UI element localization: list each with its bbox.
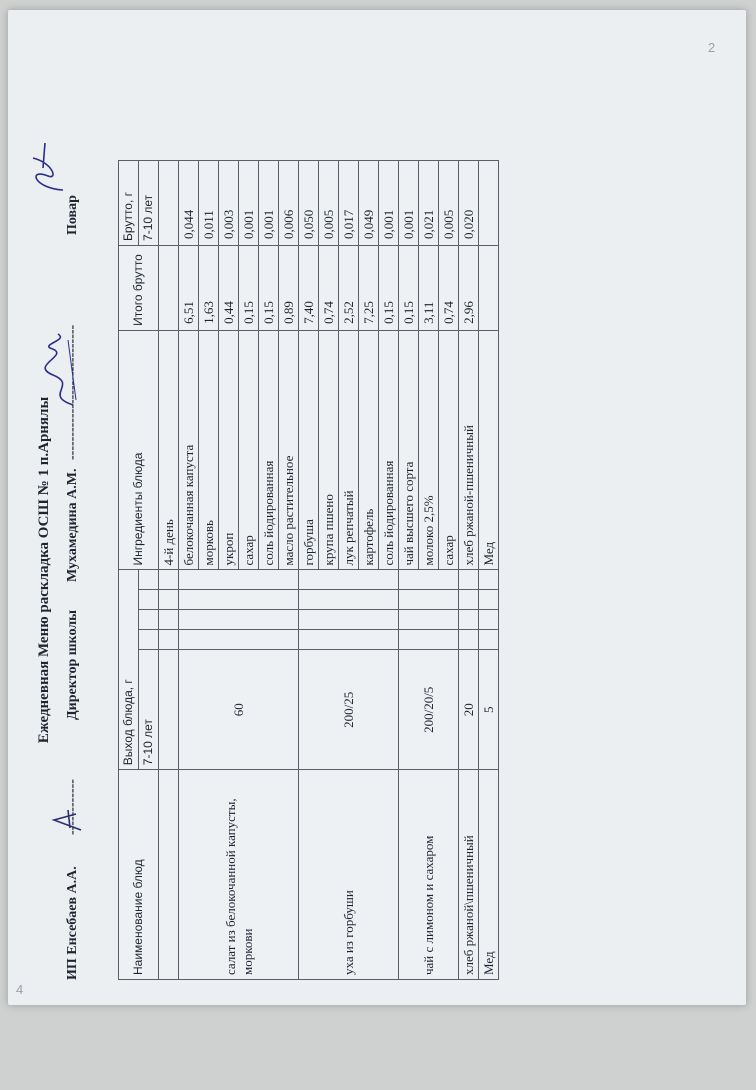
- gross-cell: 0,001: [399, 161, 419, 246]
- total-cell: 7,40: [299, 245, 319, 330]
- cook-label: Повар: [65, 195, 80, 235]
- ingredient-cell: сахар: [239, 330, 259, 570]
- gross-cell: [479, 161, 499, 246]
- header-gross: Брутто, г: [119, 161, 139, 246]
- empty-cell: [459, 610, 479, 630]
- ingredient-cell: морковь: [199, 330, 219, 570]
- total-cell: 1,63: [199, 245, 219, 330]
- empty-cell: [399, 570, 459, 590]
- dish-output: 60: [179, 650, 299, 770]
- total-cell: 6,51: [179, 245, 199, 330]
- gross-cell: 0,006: [279, 161, 299, 246]
- director-signature-mark: [38, 330, 83, 410]
- dish-body: [179, 161, 499, 980]
- empty-cell: [479, 590, 499, 610]
- dish-name: хлеб ржаной\пшеничный: [459, 770, 479, 980]
- ingredient-cell: Мед: [479, 330, 499, 570]
- empty-cell: [299, 590, 399, 610]
- dish-name: Мед: [479, 770, 499, 980]
- table-row: [479, 161, 499, 980]
- total-cell: 3,11: [419, 245, 439, 330]
- total-cell: 0,15: [399, 245, 419, 330]
- total-cell: 0,44: [219, 245, 239, 330]
- gross-cell: 0,044: [179, 161, 199, 246]
- ingredient-cell: соль йодированная: [259, 330, 279, 570]
- empty-cell: [179, 630, 299, 650]
- ip-label: ИП Енсебаев А.А.: [65, 866, 80, 980]
- table-header-row: [119, 161, 139, 980]
- gross-cell: 0,021: [419, 161, 439, 246]
- dish-output: 20: [459, 650, 479, 770]
- gross-cell: 0,050: [299, 161, 319, 246]
- director-label: Директор школы: [65, 609, 80, 720]
- empty-cell: [399, 630, 459, 650]
- document-sheet: [8, 10, 746, 1005]
- total-cell: [479, 245, 499, 330]
- total-cell: 0,15: [379, 245, 399, 330]
- table-row: [179, 161, 199, 980]
- director-name: Мухамедина А.М.: [65, 468, 80, 582]
- empty-cell: [479, 610, 499, 630]
- empty-cell: [459, 630, 479, 650]
- total-cell: 2,96: [459, 245, 479, 330]
- total-cell: 0,89: [279, 245, 299, 330]
- gross-cell: 0,005: [439, 161, 459, 246]
- table-row: [299, 161, 319, 980]
- empty-cell: [299, 610, 399, 630]
- empty-cell: [459, 570, 479, 590]
- empty-cell: [299, 570, 399, 590]
- day-row: [159, 161, 179, 980]
- gross-cell: 0,005: [319, 161, 339, 246]
- empty-cell: [459, 590, 479, 610]
- ingredient-cell: картофель: [359, 330, 379, 570]
- empty-cell: [299, 630, 399, 650]
- ingredient-cell: хлеб ржаной-пшеничный: [459, 330, 479, 570]
- ingredient-cell: масло растительное: [279, 330, 299, 570]
- document-title: Ежедневная Меню раскладка ОСШ № 1 п.Арнялы: [36, 396, 52, 744]
- ingredient-cell: лук репчатый: [339, 330, 359, 570]
- header-total: Итого брутто: [119, 245, 159, 330]
- table-row: [459, 161, 479, 980]
- ingredient-cell: чай высшего сорта: [399, 330, 419, 570]
- cook-signature-mark: [23, 138, 73, 198]
- empty-cell: [399, 590, 459, 610]
- total-cell: 0,74: [319, 245, 339, 330]
- director-signature-line: -----------------------------: [65, 324, 80, 460]
- dish-name: салат из белокочанной капусты, моркови: [179, 770, 299, 980]
- ingredient-cell: укроп: [219, 330, 239, 570]
- dish-name: чай с лимоном и сахаром: [399, 770, 459, 980]
- ingredient-cell: молоко 2,5%: [419, 330, 439, 570]
- empty-cell: [179, 590, 299, 610]
- corner-mark: 2: [708, 40, 716, 55]
- ip-signature-mark: [46, 800, 86, 840]
- dish-output: 200/20/5: [399, 650, 459, 770]
- header-output-age: 7-10 лет: [139, 650, 159, 770]
- ingredient-cell: белокочанная капуста: [179, 330, 199, 570]
- empty-cell: [479, 630, 499, 650]
- ip-signature-line: ------------: [65, 779, 80, 835]
- gross-cell: 0,003: [219, 161, 239, 246]
- header-gross-age: 7-10 лет: [139, 161, 159, 246]
- ingredient-cell: горбуша: [299, 330, 319, 570]
- rotated-page-content: [0, 191, 496, 1090]
- page-number-mark: 4: [16, 982, 24, 997]
- ingredient-cell: соль йодированная: [379, 330, 399, 570]
- header-dish: Наименование блюд: [119, 770, 159, 980]
- total-cell: 0,74: [439, 245, 459, 330]
- gross-cell: 0,049: [359, 161, 379, 246]
- ingredient-cell: сахар: [439, 330, 459, 570]
- ingredient-cell: крупа пшено: [319, 330, 339, 570]
- empty-cell: [179, 610, 299, 630]
- total-cell: 0,15: [259, 245, 279, 330]
- dish-output: 200/25: [299, 650, 399, 770]
- dish-name: уха из горбуши: [299, 770, 399, 980]
- gross-cell: 0,020: [459, 161, 479, 246]
- dish-output: 5: [479, 650, 499, 770]
- total-cell: 7,25: [359, 245, 379, 330]
- gross-cell: 0,017: [339, 161, 359, 246]
- empty-cell: [399, 610, 459, 630]
- empty-cell: [479, 570, 499, 590]
- header-output: Выход блюда, г: [119, 570, 139, 770]
- menu-table: [118, 160, 499, 980]
- gross-cell: 0,011: [199, 161, 219, 246]
- gross-cell: 0,001: [379, 161, 399, 246]
- table-row: [399, 161, 419, 980]
- total-cell: 2,52: [339, 245, 359, 330]
- gross-cell: 0,001: [259, 161, 279, 246]
- day-label: 4-й день: [159, 330, 179, 570]
- gross-cell: 0,001: [239, 161, 259, 246]
- header-ingredients: Ингредиенты блюда: [119, 330, 159, 570]
- total-cell: 0,15: [239, 245, 259, 330]
- empty-cell: [179, 570, 299, 590]
